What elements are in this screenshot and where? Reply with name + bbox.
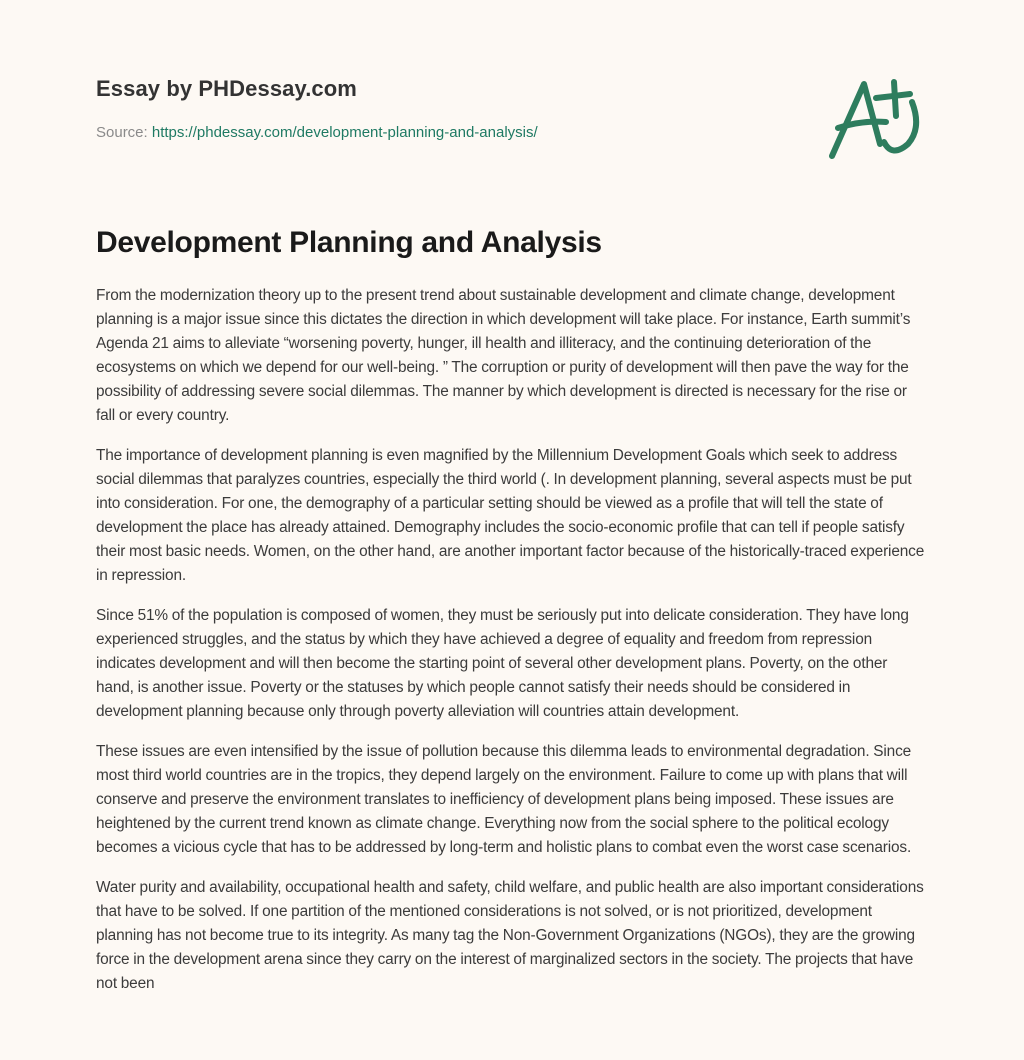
- paragraph: The importance of development planning is even magnified by the Millennium Development Goals which seek to address social dilemmas that paralyzes countries, especially the third world (. In development planning, several aspects must be put into consideration. For one, the demography of a particular setting should be viewed as a profile that will tell the state of development the place has already attained. Demography includes the socio-economic profile that can tell if people satisfy their most basic needs. Women, on the other hand, are another important factor because of the historically-traced experience in repression.: [96, 447, 925, 584]
- paragraph: These issues are even intensified by the issue of pollution because this dilemma leads to environmental degradation. Since most third world countries are in the tropics, they depend largely on the environment. Failure to come up with plans that will conserve and preserve the environment translates to inefficiency of development plans being imposed. These issues are heightened by the current trend known as climate change. Everything now from the social sphere to the political ecology becomes a vicious cycle that has to be addressed by long-term and holistic plans to combat even the worst case scenarios.: [96, 743, 912, 856]
- paragraph: From the modernization theory up to the present trend about sustainable development and climate change, development planning is a major issue since this dictates the direction in which development will take place. For instance, Earth summit’s Agenda 21 aims to alleviate “worsening poverty, hunger, ill health and illiteracy, and the continuing deterioration of the ecosystems on which we depend for our well-being. ” The corruption or purity of development will then pave the way for the possibility of addressing severe social dilemmas. The manner by which development is directed is necessary for the rise or fall or every country.: [96, 287, 911, 424]
- paragraph: Since 51% of the population is composed of women, they must be seriously put into delicate consideration. They have long experienced struggles, and the status by which they have achieved a degree of equality and freedom from repression indicates development and will then become the starting point of several other development plans. Poverty, on the other hand, is another issue. Poverty or the statuses by which people cannot satisfy their needs should be considered in development planning because only through poverty alleviation will countries attain development.: [96, 607, 909, 720]
- source-label: Source:: [96, 124, 148, 141]
- page-header: [96, 0, 926, 200]
- site-title: Essay by PHDessay.com: [96, 76, 357, 101]
- paragraph: Water purity and availability, occupational health and safety, child welfare, and public health are also important considerations that have to be solved. If one partition of the mentioned considerations is not solved, or is not prioritized, development planning has not become true to its integrity. As many tag the Non-Government Organizations (NGOs), they are the growing force in the development arena since they carry on the interest of marginalized sectors in the society. The projects that have not been: [96, 879, 924, 992]
- essay-page: [96, 0, 926, 992]
- a-plus-grade-icon: [824, 68, 928, 164]
- source-link[interactable]: https://phdessay.com/development-planning-and-analysis/: [151, 124, 538, 141]
- essay-body: [96, 284, 926, 1012]
- source-line: [96, 124, 538, 141]
- document-title: Development Planning and Analysis: [96, 226, 602, 259]
